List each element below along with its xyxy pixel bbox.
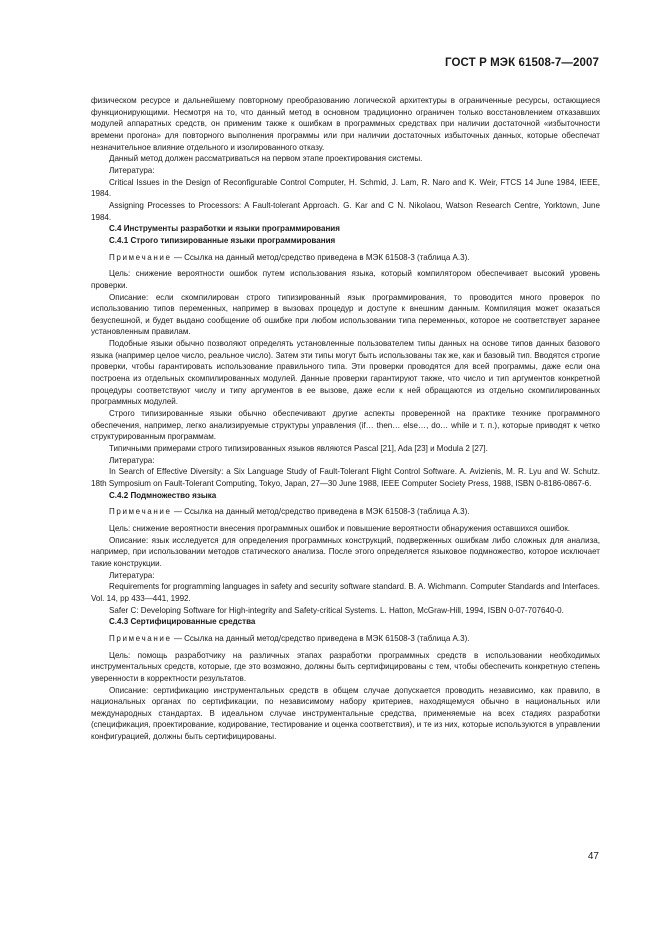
paragraph: Типичными примерами строго типизированных языков являются Pascal [21], Ada [23] и Modula 2 [27]. [109, 444, 488, 454]
reference: Safer C: Developing Software for High-integrity and Safety-critical Systems. L. Hatton, McGraw-Hill, 1994, ISBN 0-07-707640-0. [109, 605, 564, 615]
paragraph: Описание: сертификацию инструментальных средств в общем случае допускается проводить независимо, как правило, в национальных органах по сертификации, по независимому набору критериев, находящемуся обычно в национальных или международных стандартах. В идеальном случае инструментальные средства, применяемые на всех стадиях разработки (спецификация, проектирование, кодирование, тестирование и оценка соответствия), и те из них, которые используются в управлении конфигурацией, должны быть сертифицированы. [91, 685, 600, 742]
note-label: Примечание [109, 252, 172, 262]
paragraph: Описание: язык исследуется для определения программных конструкций, подверженных ошибкам либо сложных для анализа, например, при использовании методов статического анализа. После этого определяется языковое подмножество, которое исключает такие конструкции. [91, 535, 600, 568]
paragraph: Данный метод должен рассматриваться на первом этапе проектирования системы. [109, 154, 423, 164]
note-label: Примечание [109, 633, 172, 643]
paragraph: Цель: помощь разработчику на различных этапах разработки программных средств в использовании необходимых инструментальных средств, которые, где это возможно, должны быть сертифицированы с тем, чтобы обеспечить конкретную степень уверенности в корректности результатов. [91, 650, 600, 683]
reference: Assigning Processes to Processors: A Fault-tolerant Approach. G. Kar and C N. Nikolaou, Watson Research Centre, Yorktown, June 1984. [91, 200, 600, 222]
note [91, 506, 600, 518]
paragraph: Строго типизированные языки обычно обеспечивают другие аспекты проверенной на практике технике программного обеспечения, например, легко анализируемые структуры управления (if… then… else…, do… while и т. п.), которые приводят к четко структурированным программам. [91, 409, 600, 442]
paragraph: физическом ресурсе и дальнейшему повторному преобразованию логической архитектуры в ограниченные ресурсы, остающиеся функционирующими. Несмотря на то, что данный метод в основном традиционно ограничен только восстановлением отказавших модулей аппаратных средств, он применим также к ошибкам в программных средствах при наличии достаточной «избыточности времени прогона» для повторного выполнения программы или при наличии достаточных избыточных данных, которые обеспечат незначительное влияние отдельного и изолированного отказу. [91, 96, 600, 152]
note [91, 633, 600, 645]
note-text: — Ссылка на данный метод/средство приведена в МЭК 61508-3 (таблица А.3). [171, 507, 470, 517]
paragraph: Цель: снижение вероятности внесения программных ошибок и повышение вероятности обнаружения оставшихся ошибок. [109, 523, 570, 533]
note [91, 252, 600, 264]
reference: Requirements for programming languages in safety and security software standard. B. A. Wichmann. Computer Standards and Interfaces. Vol. 14, pp 433—441, 1992. [91, 582, 600, 603]
literature-label: Литература: [109, 165, 155, 175]
document-header: ГОСТ Р МЭК 61508-7—2007 [445, 57, 599, 69]
paragraph: Подобные языки обычно позволяют определять установленные пользователем типы данных на основе типов данных базового языка (например целое число, реальное число). Затем эти типы могут быть использованы так же, как и базовый тип. Вводятся строгие проверки, чтобы гарантировать использование правильного типа. Эти проверки проводятся для всей программы, даже если она построена из отдельных скомпилированных модулей. Данные проверки гарантируют также, что число и тип аргументов конкретной процедуры соответствуют числу и типу аргументов в ее вызове, даже если к ней обращаются из отдельно скомпилированных программных модулей. [91, 339, 600, 407]
subsection-heading: С.4.2 Подмножество языка [109, 490, 217, 500]
reference: In Search of Effective Diversity: a Six Language Study of Fault-Tolerant Flight Control Software. A. Avizienis, M. R. Lyu and W. Schutz. 18th Symposium on Fault-Tolerant Computing, Tokyo, Japan, 27—30 June 1988, IEEE Computer Society Press, 1988, ISBN 0-8186-0867-6. [91, 467, 600, 488]
section-heading: С.4 Инструменты разработки и языки программирования [109, 224, 340, 234]
paragraph: Цель: снижение вероятности ошибок путем использования языка, который компилятором обеспечивает высокий уровень проверки. [91, 269, 600, 290]
note-text: — Ссылка на данный метод/средство приведена в МЭК 61508-3 (таблица А.3). [171, 252, 470, 262]
note-text: — Ссылка на данный метод/средство приведена в МЭК 61508-3 (таблица А.3). [171, 633, 470, 643]
page-number: 47 [587, 851, 599, 862]
subsection-heading: С.4.3 Сертифицированные средства [109, 617, 256, 627]
reference: Critical Issues in the Design of Reconfigurable Control Computer, H. Schmid, J. Lam, R. Naro and K. Weir, FTCS 14 June 1984, IEEE, 1984. [91, 177, 600, 199]
subsection-heading: С.4.1 Строго типизированные языки программирования [109, 235, 336, 245]
paragraph: Описание: если скомпилирован строго типизированный язык программирования, то проводится много проверок по использованию типов переменных, например в вызовах процедур и доступе к внешним данным. Компиляция может оказаться безуспешной, и будет выдано сообщение об ошибке при любом использовании типа переменных, которое не соответствует заранее установленным правилам. [91, 292, 600, 337]
note-label: Примечание [109, 507, 172, 517]
page-content [91, 95, 600, 743]
literature-label: Литература: [109, 455, 155, 465]
literature-label: Литература: [109, 570, 155, 580]
